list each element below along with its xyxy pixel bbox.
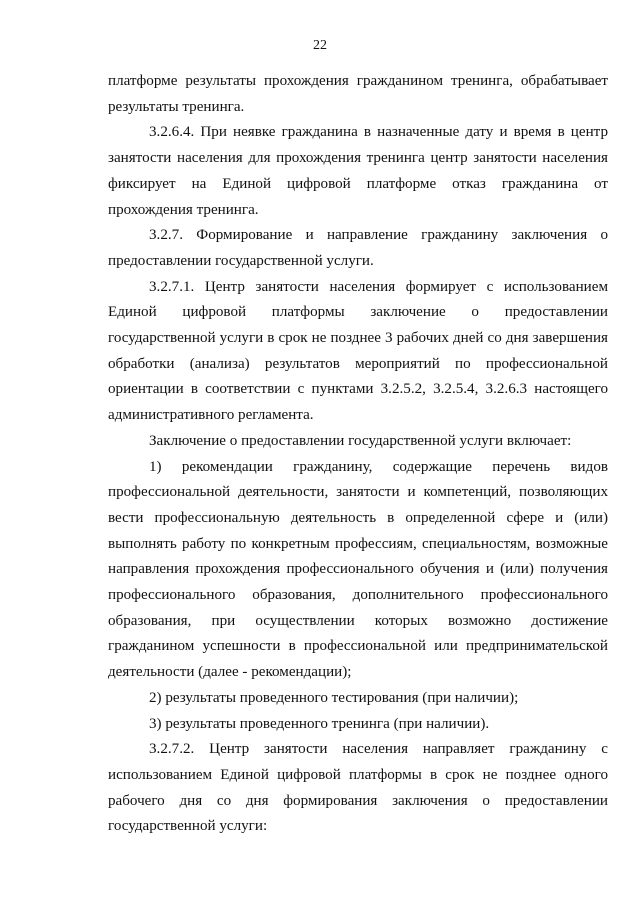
paragraph-continuation: платформе результаты прохождения гражданином тренинга, обрабатывает результаты тренинга.: [108, 73, 608, 115]
document-body: [108, 69, 608, 840]
list-item-testing-results: 2) результаты проведенного тестирования (при наличии);: [149, 689, 519, 706]
paragraph-3-2-7-1: 3.2.7.1. Центр занятости населения формирует с использованием Единой цифровой платформы заключение о предоставлении государственной услуги в срок не позднее 3 рабочих дней со дня завершения обработки (анализа) результатов мероприятий по профессиональной ориентации в соответствии с пунктами 3.2.5.2, 3.2.5.4, 3.2.6.3 настоящего административного регламента.: [108, 278, 608, 424]
paragraph-3-2-7-2: 3.2.7.2. Центр занятости населения направляет гражданину с использованием Единой цифровой платформы в срок не позднее одного рабочего дня со дня формирования заключения о предоставлении государственной услуги:: [108, 741, 608, 835]
page-number: 22: [313, 38, 327, 53]
paragraph-3-2-6-4: 3.2.6.4. При неявке гражданина в назначенные дату и время в центр занятости населения для прохождения тренинга центр занятости населения фиксирует на Единой цифровой платформе отказ гражданина от прохождения тренинга.: [108, 124, 608, 218]
paragraph-3-2-7: 3.2.7. Формирование и направление гражданину заключения о предоставлении государственной услуги.: [108, 227, 608, 269]
list-item-recommendations: 1) рекомендации гражданину, содержащие перечень видов профессиональной деятельности, занятости и компетенций, позволяющих вести профессиональную деятельность в определенной сфере и (или) выполнять работу по конкретным профессиям, специальностям, возможные направления прохождения профессионального обучения и (или) получения профессионального образования, дополнительного профессионального образования, при осуществлении которых возможно достижение гражданином успешности в профессиональной или предпринимательской деятельности (далее - рекомендации);: [108, 458, 608, 681]
list-item-training-results: 3) результаты проведенного тренинга (при наличии).: [149, 715, 490, 732]
paragraph-conclusion-includes: Заключение о предоставлении государственной услуги включает:: [149, 432, 572, 449]
